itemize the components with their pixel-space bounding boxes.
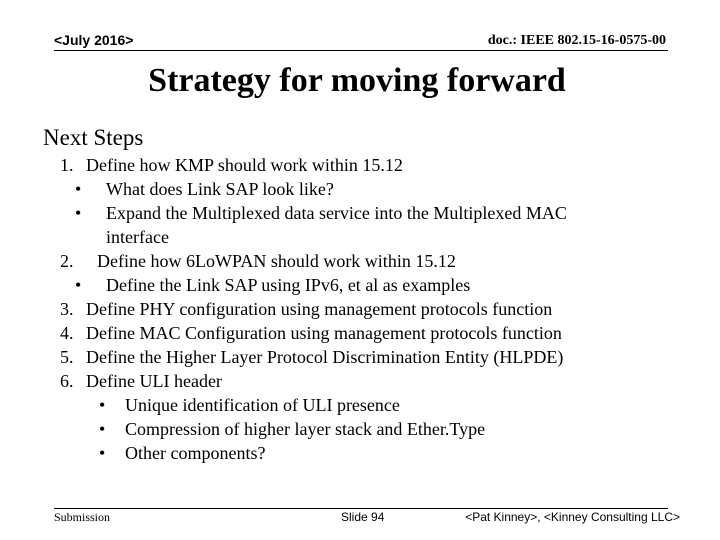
item-marker: 3. [60, 299, 74, 319]
list-item [60, 250, 456, 272]
item-text: Expand the Multiplexed data service into the Multiplexed MAC [106, 203, 567, 223]
bullet-icon: • [99, 443, 106, 463]
list-item [60, 370, 222, 392]
section-heading: Next Steps [43, 125, 144, 150]
list-item [99, 418, 485, 440]
list-item [75, 202, 567, 224]
bullet-icon: • [75, 275, 82, 295]
item-marker: 4. [60, 323, 74, 343]
item-marker: 2. [60, 251, 74, 271]
bullet-icon: • [99, 395, 106, 415]
header-date: <July 2016> [54, 32, 134, 48]
bullet-icon: • [75, 179, 82, 199]
list-item [75, 274, 470, 296]
list-item-continuation [106, 226, 169, 248]
item-text: Define PHY configuration using management protocols function [86, 299, 553, 319]
footer-submission: Submission [54, 510, 111, 524]
item-text: interface [106, 227, 169, 247]
list-item [60, 298, 552, 320]
bullet-icon: • [75, 203, 82, 223]
item-text: Unique identification of ULI presence [125, 395, 400, 415]
footer-author: <Pat Kinney>, <Kinney Consulting LLC> [465, 510, 680, 524]
footer-slide-number: Slide 94 [341, 510, 385, 524]
item-text: Define ULI header [86, 371, 222, 391]
item-marker: 1. [60, 155, 74, 175]
slide-title: Strategy for moving forward [148, 62, 566, 99]
item-text: Define the Link SAP using IPv6, et al as examples [106, 275, 471, 295]
footer-rule [54, 508, 668, 509]
header-doc-id: doc.: IEEE 802.15-16-0575-00 [487, 33, 666, 48]
list-item [99, 394, 400, 416]
item-marker: 5. [60, 347, 74, 367]
list-item [60, 322, 562, 344]
bullet-icon: • [99, 419, 106, 439]
item-text: Compression of higher layer stack and Ether.Type [125, 419, 486, 439]
list-item [99, 442, 265, 464]
item-text: Define the Higher Layer Protocol Discrimination Entity (HLPDE) [86, 347, 564, 367]
item-text: Other components? [125, 443, 266, 463]
list-item [60, 154, 403, 176]
item-text: Define how KMP should work within 15.12 [86, 155, 403, 175]
list-item [60, 346, 563, 368]
item-text: Define MAC Configuration using management protocols function [86, 323, 562, 343]
item-marker: 6. [60, 371, 74, 391]
item-text: What does Link SAP look like? [106, 179, 334, 199]
list-item [75, 178, 334, 200]
item-text: Define how 6LoWPAN should work within 15.12 [97, 251, 456, 271]
